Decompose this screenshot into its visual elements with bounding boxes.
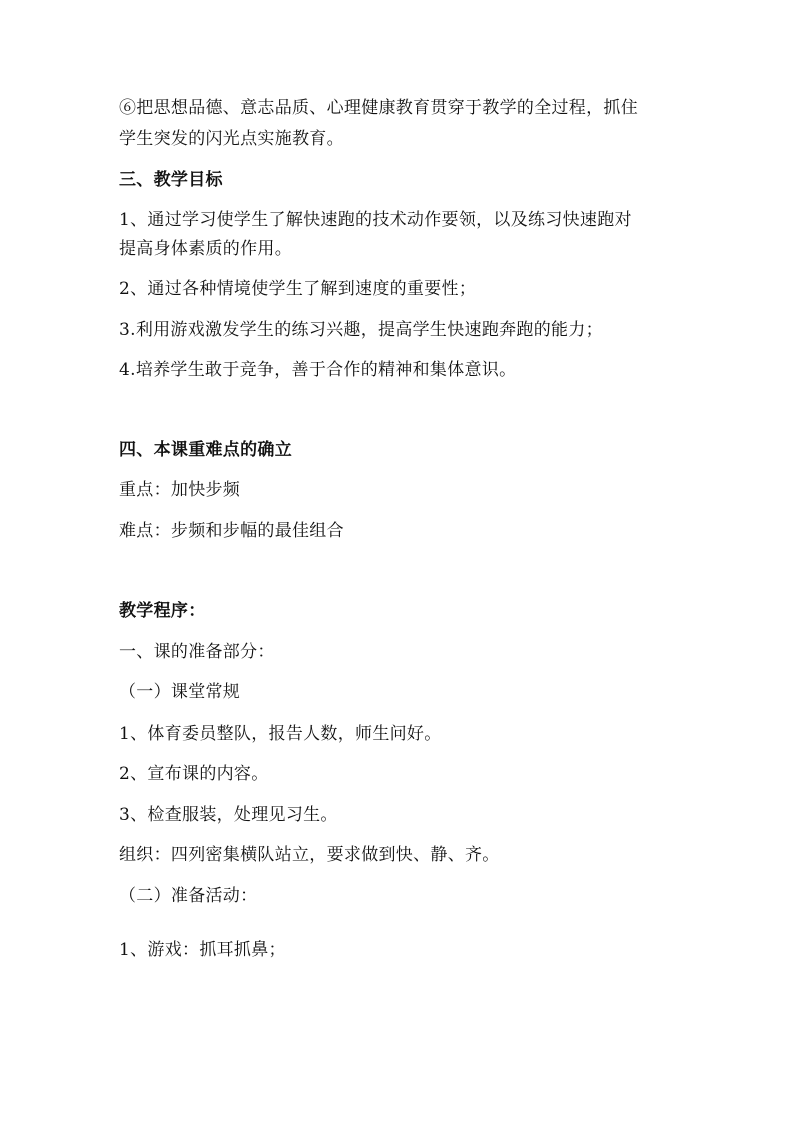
key-point: 重点：加快步频 bbox=[119, 480, 241, 500]
list-item: 3、检查服装，处理见习生。 bbox=[119, 805, 338, 825]
list-item: 3.利用游戏激发学生的练习兴趣，提高学生快速跑奔跑的能力； bbox=[119, 320, 603, 340]
list-item: 1、游戏：抓耳抓鼻； bbox=[119, 940, 286, 960]
list-item: 1、体育委员整队，报告人数，师生问好。 bbox=[119, 724, 442, 744]
organization-note: 组织：四列密集横队站立，要求做到快、静、齐。 bbox=[119, 845, 500, 865]
list-item: 4.培养学生敢于竞争，善于合作的精神和集体意识。 bbox=[119, 360, 517, 380]
section-heading: 四、本课重难点的确立 bbox=[119, 440, 292, 460]
list-item-continued: 提高身体素质的作用。 bbox=[119, 239, 292, 259]
list-item: 2、通过各种情境使学生了解到速度的重要性； bbox=[119, 279, 477, 299]
subsection-title: （二）准备活动： bbox=[119, 886, 258, 906]
list-item: 1、通过学习使学生了解快速跑的技术动作要领，以及练习快速跑对 bbox=[119, 210, 632, 230]
subsection-title: （一）课堂常规 bbox=[119, 682, 241, 702]
section-heading: 三、教学目标 bbox=[119, 170, 223, 190]
list-item: 2、宣布课的内容。 bbox=[119, 764, 269, 784]
section-heading: 教学程序： bbox=[119, 601, 206, 621]
paragraph-line: ⑥把思想品德、意志品质、心理健康教育贯穿于教学的全过程，抓住 bbox=[119, 98, 638, 118]
part-title: 一、课的准备部分： bbox=[119, 642, 275, 662]
difficult-point: 难点：步频和步幅的最佳组合 bbox=[119, 521, 344, 541]
paragraph-line: 学生突发的闪光点实施教育。 bbox=[119, 129, 344, 149]
